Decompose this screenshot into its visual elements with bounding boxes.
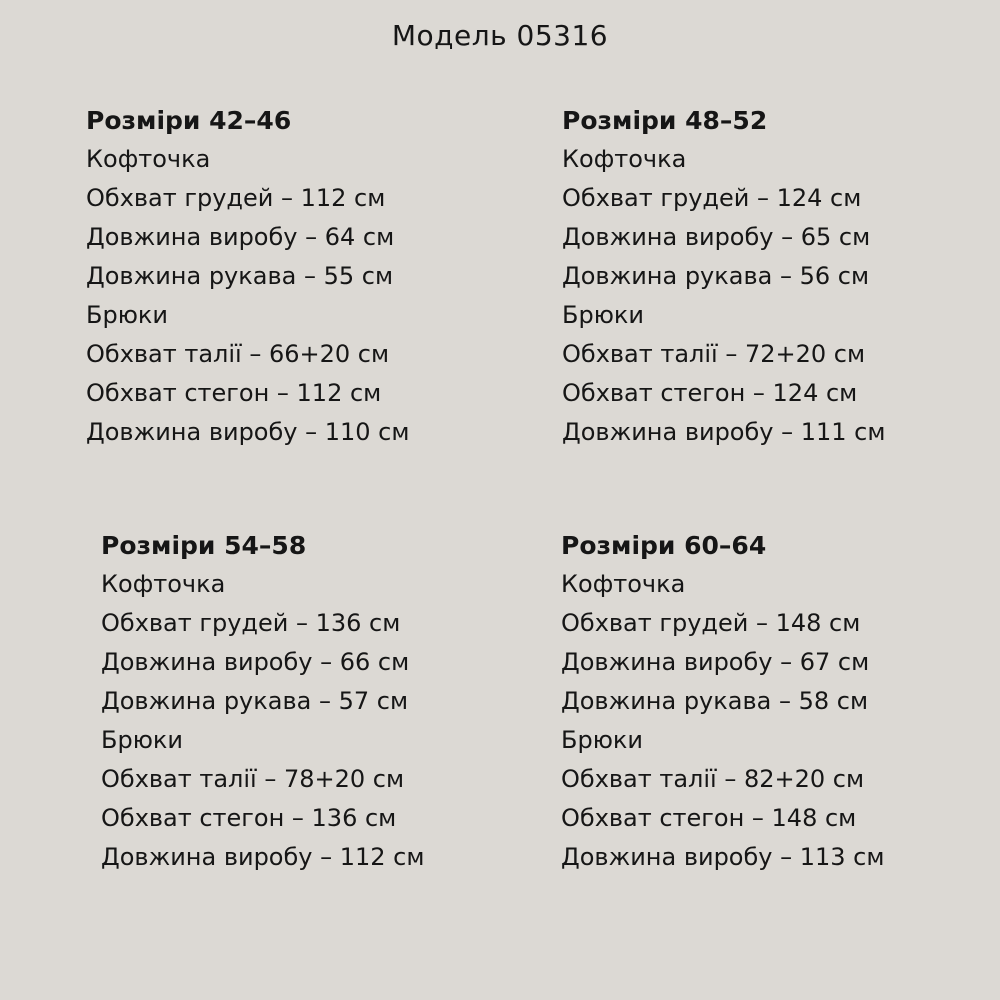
pants-garment-label: Брюки: [562, 301, 644, 329]
pants-garment-label: Брюки: [86, 301, 168, 329]
size-block-48-52: [562, 101, 982, 452]
waist-measurement: Обхват талії – 66+20 см: [86, 340, 390, 368]
size-range-heading: Розміри 48–52: [562, 106, 768, 135]
pants-length-measurement: Довжина виробу – 110 см: [86, 418, 410, 446]
top-length-measurement: Довжина виробу – 67 см: [561, 648, 870, 676]
size-block-54-58: [101, 526, 521, 877]
top-garment-label: Кофточка: [561, 570, 686, 598]
size-range-heading: Розміри 42–46: [86, 106, 292, 135]
top-length-measurement: Довжина виробу – 66 см: [101, 648, 410, 676]
waist-measurement: Обхват талії – 78+20 см: [101, 765, 405, 793]
size-block-60-64: [561, 526, 981, 877]
chest-measurement: Обхват грудей – 112 см: [86, 184, 386, 212]
size-block-42-46: [86, 101, 506, 452]
hips-measurement: Обхват стегон – 124 см: [562, 379, 858, 407]
top-garment-label: Кофточка: [101, 570, 226, 598]
pants-length-measurement: Довжина виробу – 111 см: [562, 418, 886, 446]
hips-measurement: Обхват стегон – 112 см: [86, 379, 382, 407]
pants-length-measurement: Довжина виробу – 113 см: [561, 843, 885, 871]
sleeve-length-measurement: Довжина рукава – 57 см: [101, 687, 409, 715]
pants-garment-label: Брюки: [101, 726, 183, 754]
sleeve-length-measurement: Довжина рукава – 55 см: [86, 262, 394, 290]
hips-measurement: Обхват стегон – 136 см: [101, 804, 397, 832]
waist-measurement: Обхват талії – 72+20 см: [562, 340, 866, 368]
pants-length-measurement: Довжина виробу – 112 см: [101, 843, 425, 871]
top-garment-label: Кофточка: [562, 145, 687, 173]
sleeve-length-measurement: Довжина рукава – 58 см: [561, 687, 869, 715]
top-garment-label: Кофточка: [86, 145, 211, 173]
sleeve-length-measurement: Довжина рукава – 56 см: [562, 262, 870, 290]
pants-garment-label: Брюки: [561, 726, 643, 754]
chest-measurement: Обхват грудей – 136 см: [101, 609, 401, 637]
waist-measurement: Обхват талії – 82+20 см: [561, 765, 865, 793]
size-range-heading: Розміри 60–64: [561, 531, 767, 560]
size-range-heading: Розміри 54–58: [101, 531, 307, 560]
top-length-measurement: Довжина виробу – 65 см: [562, 223, 871, 251]
hips-measurement: Обхват стегон – 148 см: [561, 804, 857, 832]
chest-measurement: Обхват грудей – 124 см: [562, 184, 862, 212]
page-title: Модель 05316: [391, 19, 609, 52]
chest-measurement: Обхват грудей – 148 см: [561, 609, 861, 637]
top-length-measurement: Довжина виробу – 64 см: [86, 223, 395, 251]
